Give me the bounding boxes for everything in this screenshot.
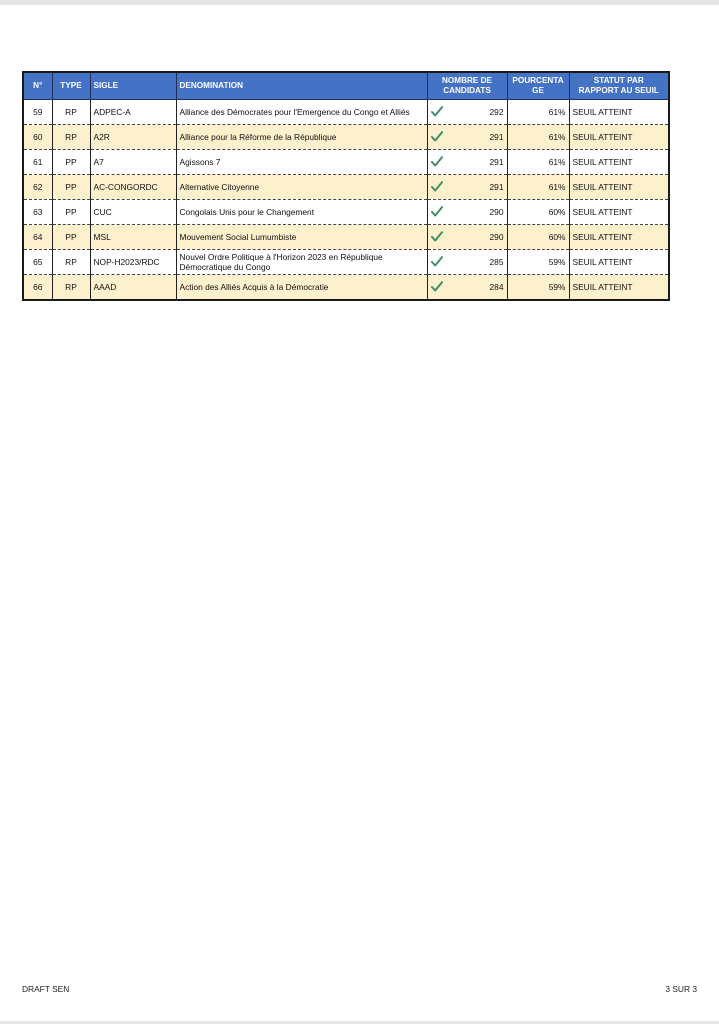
table-row (23, 225, 669, 250)
row-type: RP (52, 100, 90, 125)
row-denomination: Agissons 7 (176, 150, 427, 175)
row-type: RP (52, 250, 90, 275)
row-statut: SEUIL ATTEINT (569, 275, 669, 301)
row-sigle: MSL (90, 225, 176, 250)
row-type: PP (52, 225, 90, 250)
row-type: RP (52, 125, 90, 150)
row-num: 61 (23, 150, 52, 175)
row-pourcentage: 61% (507, 175, 569, 200)
header-candidats (427, 72, 507, 100)
row-candidats (427, 225, 507, 250)
row-statut: SEUIL ATTEINT (569, 100, 669, 125)
row-pourcentage: 59% (507, 275, 569, 301)
header-pourcentage (507, 72, 569, 100)
row-num: 63 (23, 200, 52, 225)
row-sigle: AAAD (90, 275, 176, 301)
table-row (23, 250, 669, 275)
header-candidats-line2: CANDIDATS (443, 86, 491, 95)
row-sigle: A7 (90, 150, 176, 175)
row-pourcentage: 61% (507, 100, 569, 125)
row-type: PP (52, 200, 90, 225)
check-mark-icon (431, 231, 443, 242)
check-mark-icon (431, 281, 443, 292)
row-pourcentage: 59% (507, 250, 569, 275)
row-denomination: Alternative Citoyenne (176, 175, 427, 200)
row-num: 66 (23, 275, 52, 301)
row-pourcentage: 61% (507, 150, 569, 175)
header-pourcentage-line2: GE (532, 86, 544, 95)
row-denomination: Nouvel Ordre Politique à l'Horizon 2023 en République Démocratique du Congo (176, 250, 427, 275)
header-num: N° (23, 72, 52, 100)
check-mark-icon (431, 106, 443, 117)
row-type: PP (52, 150, 90, 175)
row-num: 60 (23, 125, 52, 150)
row-candidats-value: 291 (489, 157, 504, 167)
top-band (0, 0, 719, 5)
row-type: PP (52, 175, 90, 200)
row-sigle: A2R (90, 125, 176, 150)
row-pourcentage: 61% (507, 125, 569, 150)
row-type: RP (52, 275, 90, 301)
row-denomination: Mouvement Social Lumumbiste (176, 225, 427, 250)
footer-draft-label: DRAFT SEN (22, 984, 70, 994)
row-candidats (427, 250, 507, 275)
table-row (23, 200, 669, 225)
table-row (23, 150, 669, 175)
footer-page-number: 3 SUR 3 (665, 984, 697, 994)
header-denomination: DENOMINATION (176, 72, 427, 100)
row-num: 65 (23, 250, 52, 275)
row-candidats (427, 175, 507, 200)
row-num: 64 (23, 225, 52, 250)
row-statut: SEUIL ATTEINT (569, 150, 669, 175)
row-candidats (427, 200, 507, 225)
check-mark-icon (431, 206, 443, 217)
row-denomination: Alliance pour la Réforme de la République (176, 125, 427, 150)
header-statut (569, 72, 669, 100)
row-candidats (427, 125, 507, 150)
row-sigle: ADPEC-A (90, 100, 176, 125)
row-statut: SEUIL ATTEINT (569, 175, 669, 200)
check-mark-icon (431, 181, 443, 192)
row-statut: SEUIL ATTEINT (569, 250, 669, 275)
row-candidats-value: 290 (489, 207, 504, 217)
row-candidats-value: 291 (489, 182, 504, 192)
header-statut-line2: RAPPORT AU SEUIL (578, 86, 659, 95)
row-denomination: Congolais Unis pour le Changement (176, 200, 427, 225)
row-statut: SEUIL ATTEINT (569, 225, 669, 250)
header-type: TYPE (52, 72, 90, 100)
row-denomination: Action des Alliés Acquis à la Démocratie (176, 275, 427, 301)
row-denomination: Alliance des Démocrates pour l'Emergence du Congo et Alliés (176, 100, 427, 125)
row-sigle: AC-CONGORDC (90, 175, 176, 200)
table-row (23, 125, 669, 150)
row-pourcentage: 60% (507, 200, 569, 225)
header-row (23, 72, 669, 100)
row-sigle: NOP-H2023/RDC (90, 250, 176, 275)
row-candidats-value: 284 (489, 282, 504, 292)
header-statut-line1: STATUT PAR (593, 76, 644, 85)
row-candidats-value: 292 (489, 107, 504, 117)
row-num: 62 (23, 175, 52, 200)
row-statut: SEUIL ATTEINT (569, 125, 669, 150)
row-candidats (427, 100, 507, 125)
table-row (23, 100, 669, 125)
check-mark-icon (431, 156, 443, 167)
check-mark-icon (431, 131, 443, 142)
row-pourcentage: 60% (507, 225, 569, 250)
row-candidats-value: 290 (489, 232, 504, 242)
header-candidats-line1: NOMBRE DE (441, 76, 493, 85)
row-candidats (427, 150, 507, 175)
parties-table (22, 71, 670, 301)
row-sigle: CUC (90, 200, 176, 225)
check-mark-icon (431, 256, 443, 267)
row-num: 59 (23, 100, 52, 125)
header-sigle: SIGLE (90, 72, 176, 100)
table-row (23, 175, 669, 200)
row-candidats-value: 285 (489, 257, 504, 267)
row-candidats (427, 275, 507, 301)
row-statut: SEUIL ATTEINT (569, 200, 669, 225)
row-candidats-value: 291 (489, 132, 504, 142)
header-pourcentage-line1: POURCENTA (512, 76, 564, 85)
table-row (23, 275, 669, 301)
